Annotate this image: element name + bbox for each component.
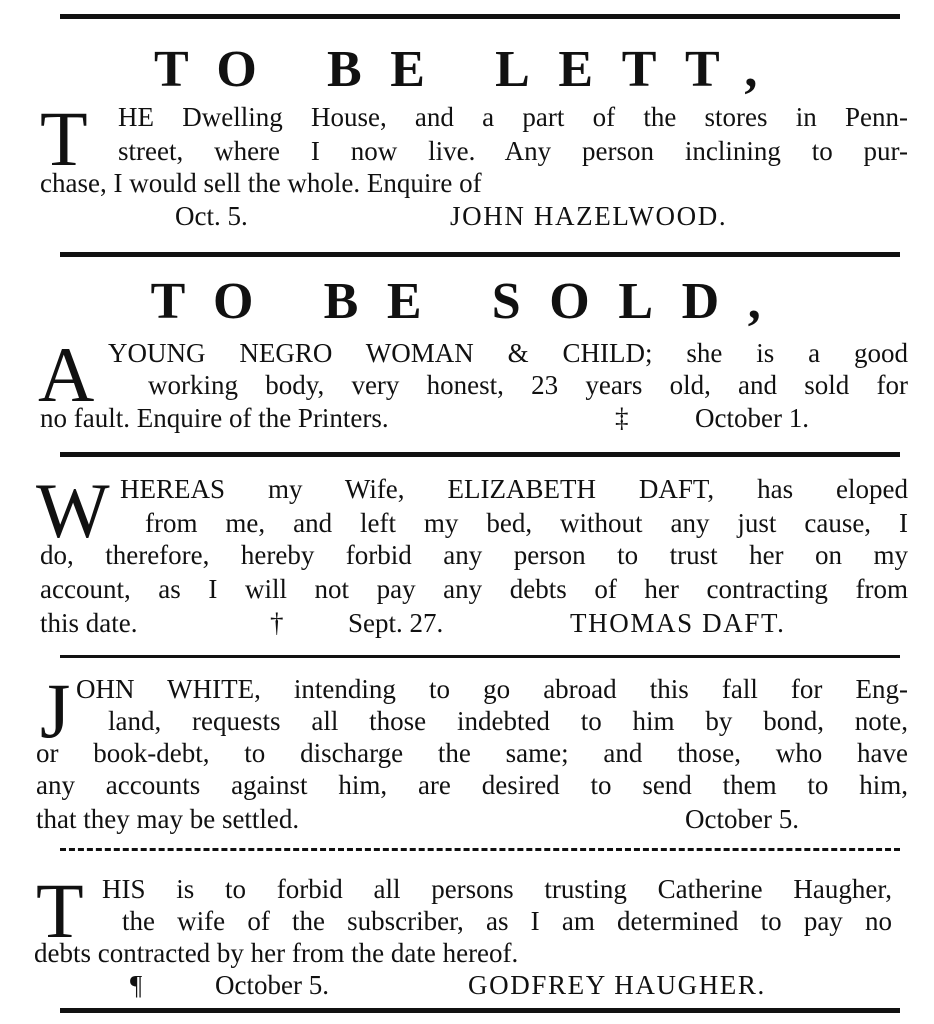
ad1-drop-cap: T xyxy=(40,95,88,182)
divider-3 xyxy=(60,655,900,658)
ad1-line-2: street, where I now live. Any person inclining to pur- xyxy=(118,136,908,166)
ad2-line-3: no fault. Enquire of the Printers. xyxy=(40,403,389,433)
ad2-line-1: YOUNG NEGRO WOMAN & CHILD; she is a good xyxy=(108,338,908,368)
ad4-line-2: land, requests all those indebted to him by bond, note, xyxy=(108,706,908,736)
ad3-line-1: HEREAS my Wife, ELIZABETH DAFT, has eloped xyxy=(120,474,908,504)
ad1-line-3: chase, I would sell the whole. Enquire of xyxy=(40,168,482,198)
ad5-date: October 5. xyxy=(215,970,329,1000)
ad1-heading: TO BE LETT, xyxy=(153,41,787,98)
top-rule xyxy=(60,14,900,19)
divider-1 xyxy=(60,252,900,257)
ad2-heading: TO BE SOLD, xyxy=(150,273,790,330)
ad1-date: Oct. 5. xyxy=(175,201,248,231)
ad3-line-2: from me, and left my bed, without any just cause, I xyxy=(145,508,908,538)
ad3-line-5: this date. xyxy=(40,608,138,638)
ad3-drop-cap: W xyxy=(36,467,110,554)
ad3-signature: THOMAS DAFT. xyxy=(570,608,786,638)
ad3-mark: † xyxy=(270,608,284,638)
ad5-line-3: debts contracted by her from the date hereof. xyxy=(34,938,519,968)
ad3-line-4: account, as I will not pay any debts of her contracting from xyxy=(40,574,908,604)
ad2-drop-cap: A xyxy=(38,331,95,418)
ad4-drop-cap: J xyxy=(40,667,71,754)
ad5-mark: ¶ xyxy=(130,970,143,1000)
ad1-line-1: HE Dwelling House, and a part of the stores in Penn- xyxy=(118,102,908,132)
ad1-signature: JOHN HAZELWOOD. xyxy=(450,201,728,231)
ad2-line-2: working body, very honest, 23 years old, and sold for xyxy=(148,370,908,400)
ad5-drop-cap: T xyxy=(36,867,84,954)
bottom-rule xyxy=(60,1008,900,1013)
ad4-date: October 5. xyxy=(685,804,799,834)
ad4-line-4: any accounts against him, are desired to send them to him, xyxy=(36,770,908,800)
ad4-line-1: OHN WHITE, intending to go abroad this fall for Eng- xyxy=(76,674,908,704)
ad2-mark: ‡ xyxy=(615,403,629,433)
divider-2 xyxy=(60,452,900,457)
ad4-line-5: that they may be settled. xyxy=(36,804,300,834)
ad2-date: October 1. xyxy=(695,403,809,433)
ad4-line-3: or book-debt, to discharge the same; and those, who have xyxy=(36,738,908,768)
divider-4 xyxy=(60,848,900,851)
ad3-date: Sept. 27. xyxy=(348,608,444,638)
ad3-line-3: do, therefore, hereby forbid any person to trust her on my xyxy=(40,540,908,570)
ad5-signature: GODFREY HAUGHER. xyxy=(468,970,766,1000)
ad5-line-2: the wife of the subscriber, as I am determined to pay no xyxy=(122,906,892,936)
ad5-line-1: HIS is to forbid all persons trusting Catherine Haugher, xyxy=(102,874,892,904)
